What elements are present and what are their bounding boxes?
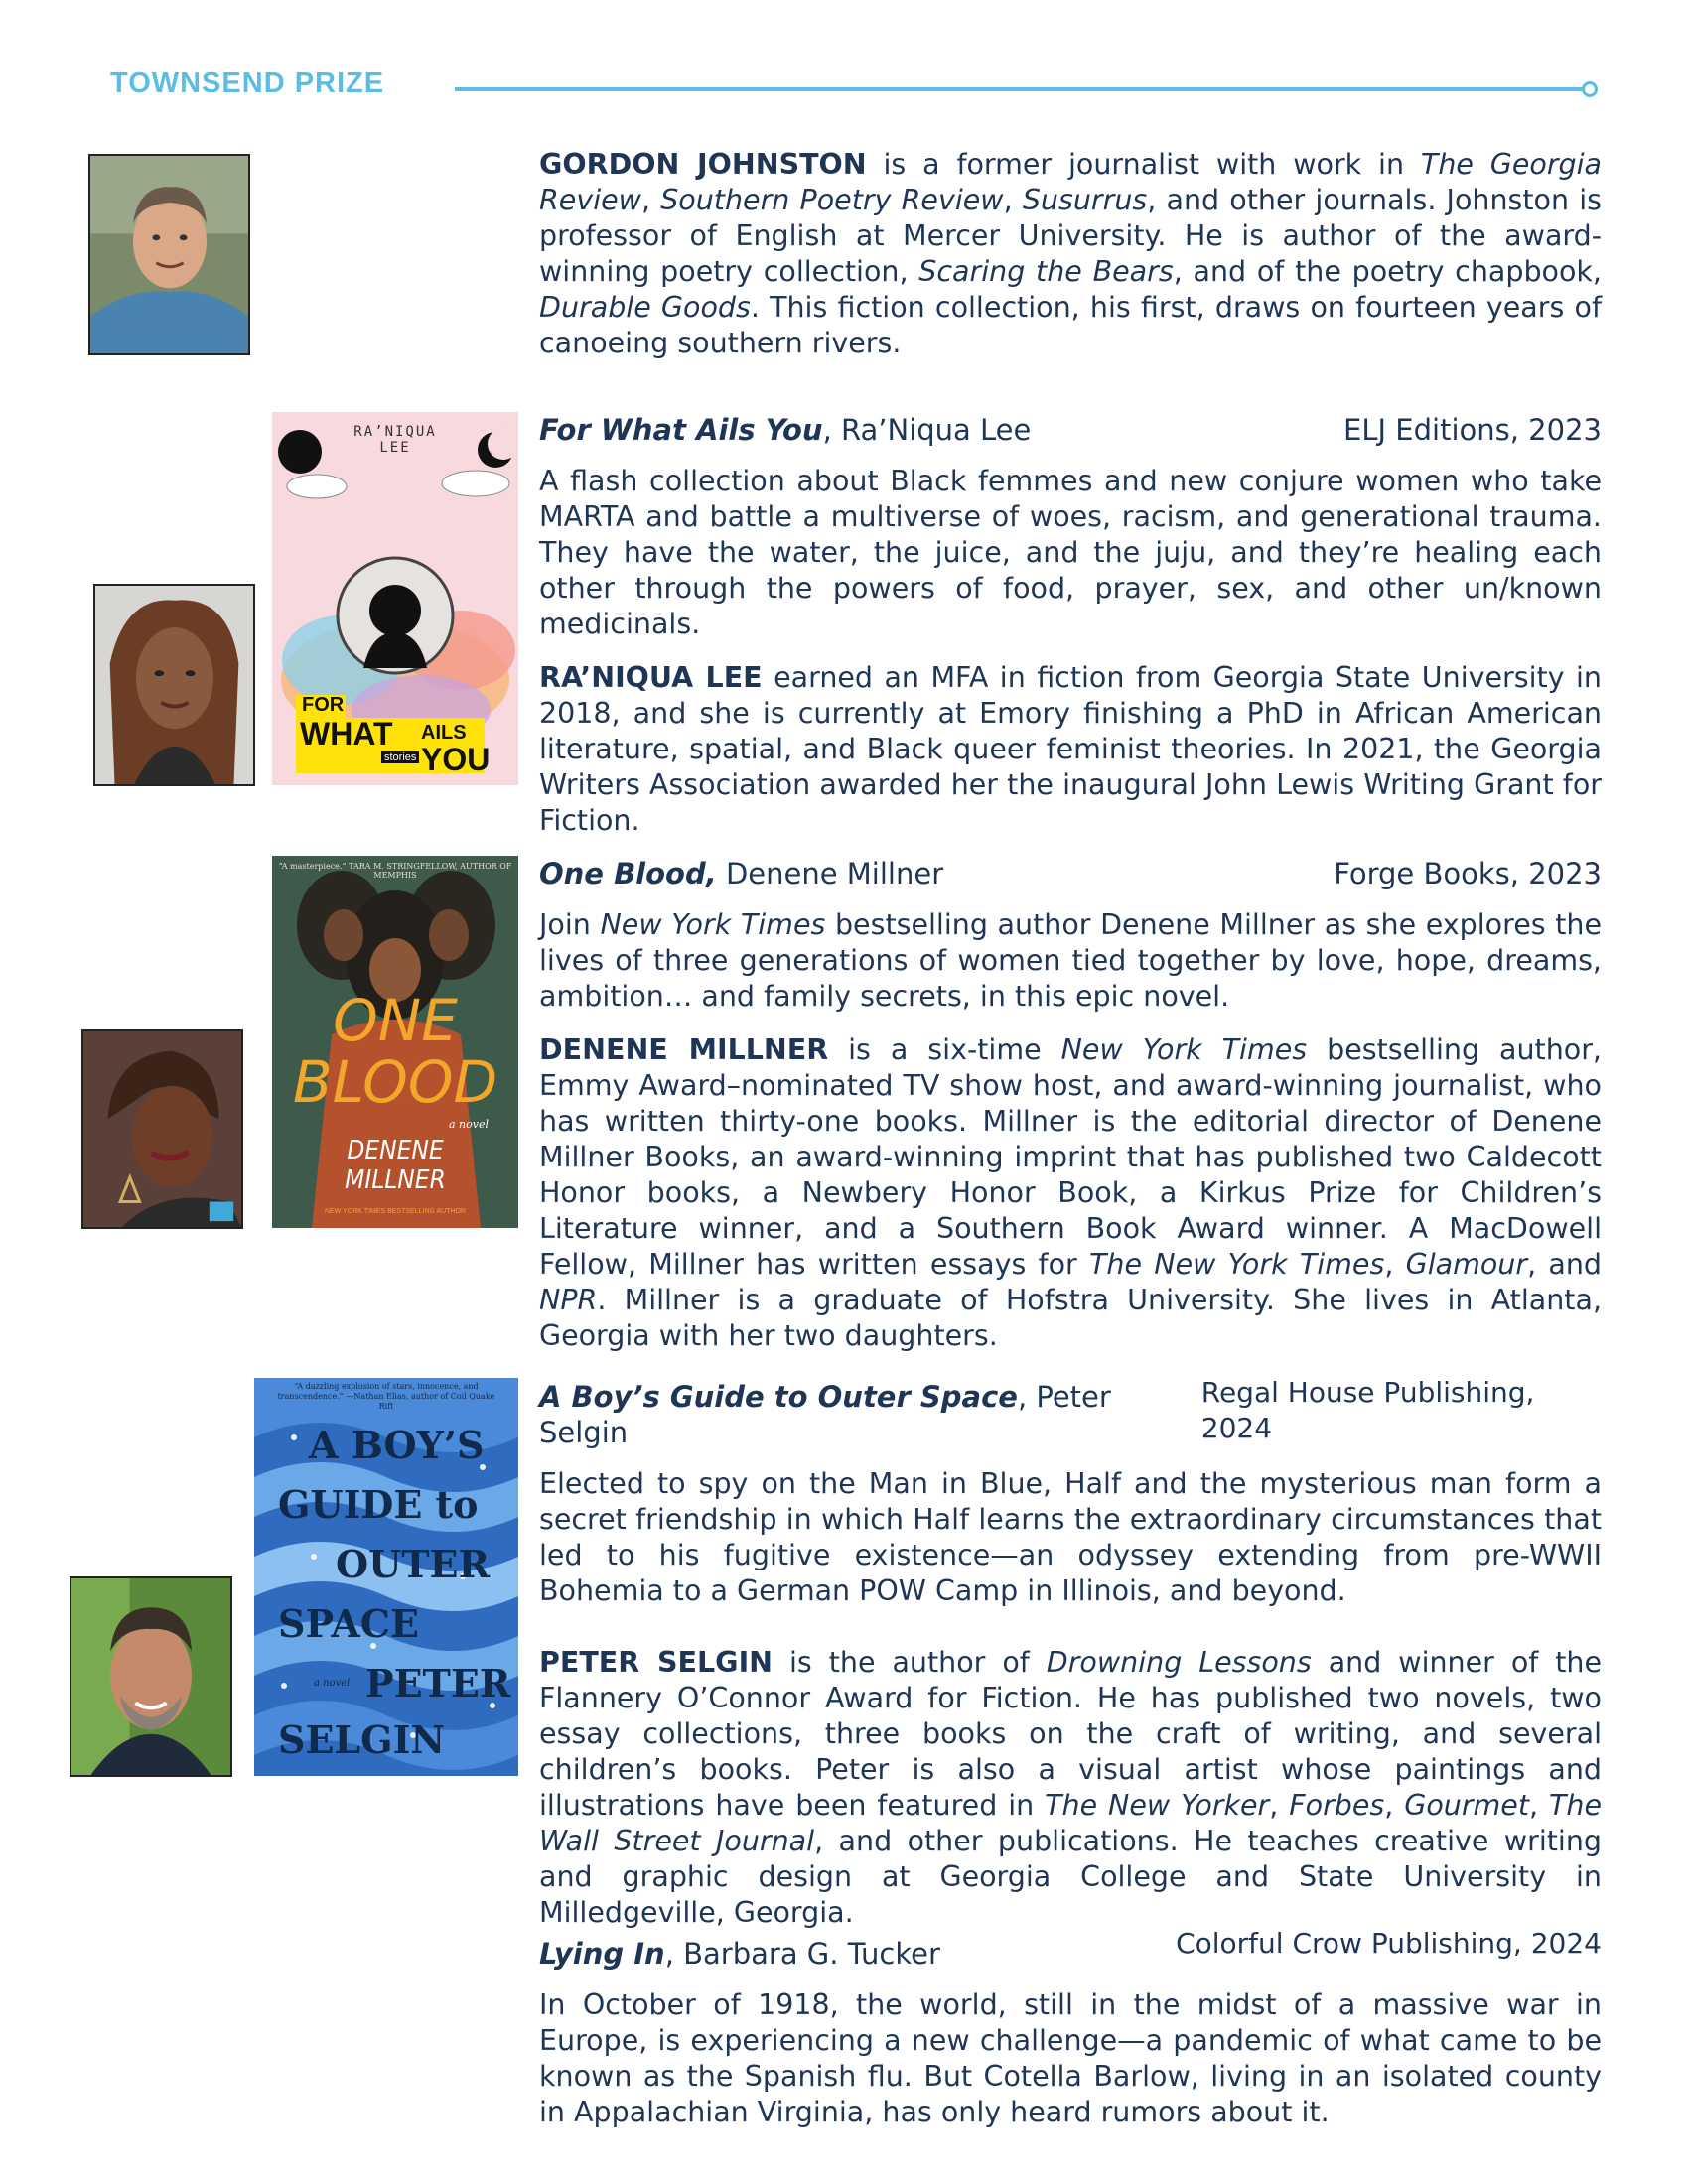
cover-blurb: “A masterpiece.” TARA M. STRINGFELLOW, AUTHOR OF MEMPHIS — [278, 862, 512, 880]
cover-author: DENENE MILLNER — [345, 1136, 446, 1195]
author-bio: DENENE MILLNER is a six-time New York Times bestselling author, Emmy Award–nominated TV show host, and award-winning journalist, who has written thirty-one books. Millner is the editorial director of Denene Millner Books, an award-winning imprint that has published two Caldecott Honor books, a Newbery Honor Book, a Kirkus Prize for Children’s Literature winner, and a Southern Book Award winner. A MacDowell Fellow, Millner has written essays for The New York Times, Glamour, and NPR. Millner is a graduate of Hofstra University. She lives in Atlanta, Georgia with her two daughters. — [539, 1033, 1602, 1352]
entry-for-what-ails-you — [539, 412, 1602, 839]
book-author: , Ra’Niqua Lee — [822, 413, 1032, 447]
book-cover-a-boys-guide-to-outer-space — [254, 1378, 518, 1776]
bio-gordon-johnston: GORDON JOHNSTON is a former journalist with work in The Georgia Review, Southern Poetry Review, Susurrus, and other journals. Johnston is professor of English at Mercer University. He is author of the award-winning poetry collection, Scaring the Bears, and of the poetry chapbook, Durable Goods. This fiction collection, his first, draws on fourteen years of canoeing southern rivers. — [539, 148, 1603, 359]
entry-one-blood — [539, 856, 1602, 1354]
cover-subtitle: a novel — [448, 1118, 489, 1131]
book-cover-one-blood — [272, 856, 518, 1228]
publisher: Colorful Crow Publishing, 2024 — [1176, 1927, 1602, 1960]
book-title-line — [539, 1375, 1602, 1450]
entry-a-boys-guide-to-outer-space — [539, 1375, 1602, 1931]
entry-gordon-johnston — [539, 147, 1602, 361]
book-description: Join New York Times bestselling author Denene Millner as she explores the lives of three generations of women tied together by love, hope, dreams, ambition… and family secrets, in this epic novel. — [539, 908, 1602, 1013]
book-cover-for-what-ails-you — [272, 412, 518, 785]
author-photo-denene-millner — [81, 1029, 243, 1229]
author-name: GORDON JOHNSTON — [539, 148, 867, 181]
entry-lying-in — [539, 1926, 1602, 2130]
book-title-line — [539, 412, 1602, 448]
author-photo-gordon-johnston — [88, 154, 250, 355]
book-description: Elected to spy on the Man in Blue, Half and the mysterious man form a secret friendship in which Half learns the extraordinary circumstances that led to his fugitive existence—an odyssey extending from pre-WWII Bohemia to a German POW Camp in Illinois, and beyond. — [539, 1467, 1602, 1607]
author-bio: PETER SELGIN is the author of Drowning Lessons and winner of the Flannery O’Connor Award for Fiction. He has published two novels, two essay collections, three books on the craft of writing, and several children’s books. Peter is also a visual artist whose paintings and illustrations have been featured in The New Yorker, Forbes, Gourmet, The Wall Street Journal, and other publications. He teaches creative writing and graphic design at Georgia College and State University in Milledgeville, Georgia. — [539, 1646, 1603, 1929]
author-photo-peter-selgin — [70, 1576, 232, 1777]
publisher: Regal House Publishing, 2024 — [1200, 1376, 1535, 1444]
section-header: TOWNSEND PRIZE — [110, 68, 385, 99]
cover-footer: NEW YORK TIMES BESTSELLING AUTHOR — [324, 1208, 467, 1215]
cover-title-line: GUIDE to — [278, 1482, 479, 1527]
book-description: In October of 1918, the world, still in the midst of a massive war in Europe, is experiencing a new challenge—a pandemic of what came to be known as the Spanish flu. But Cotella Barlow, living in an isolated county in Appalachian Virginia, has only heard rumors about it. — [539, 1988, 1602, 2128]
publisher: ELJ Editions, 2023 — [1343, 413, 1602, 447]
author-name: RA’NIQUA LEE — [539, 661, 763, 694]
book-title: Lying In — [539, 1937, 665, 1971]
cover-author: PETER — [365, 1661, 511, 1706]
book-author: Denene Millner — [716, 857, 944, 890]
book-title-line — [539, 856, 1602, 891]
cover-title-word: WHAT — [300, 716, 393, 751]
cover-title-word: AILS — [421, 722, 467, 744]
cover-title: FOR — [302, 694, 345, 716]
publisher: Forge Books, 2023 — [1334, 857, 1602, 890]
cover-title-line: OUTER — [336, 1542, 491, 1586]
book-title: For What Ails You — [539, 413, 823, 447]
cover-author: RA’NIQUA LEE — [353, 424, 437, 456]
cover-author: SELGIN — [278, 1717, 446, 1762]
book-title: A Boy’s Guide to Outer Space — [539, 1380, 1018, 1414]
author-name: DENENE MILLNER — [539, 1033, 829, 1066]
author-bio: RA’NIQUA LEE earned an MFA in fiction from Georgia State University in 2018, and she is currently at Emory finishing a PhD in African American literature, spatial, and Black queer feminist theories. In 2021, the Georgia Writers Association awarded her the inaugural John Lewis Writing Grant for Fiction. — [539, 661, 1602, 837]
cover-title-line: SPACE — [278, 1601, 419, 1646]
author-photo-raniqua-lee — [93, 584, 255, 786]
cover-subtitle: a novel — [314, 1678, 351, 1689]
author-name: PETER SELGIN — [539, 1646, 774, 1679]
cover-title-word: YOU — [421, 742, 491, 777]
cover-title: A BOY’S — [309, 1423, 485, 1467]
header-rule-end-dot — [1582, 81, 1598, 97]
cover-subtitle: stories — [381, 751, 419, 763]
book-author: , Barbara G. Tucker — [664, 1937, 940, 1971]
book-title-line — [539, 1926, 1602, 1972]
book-description: A flash collection about Black femmes and new conjure women who take MARTA and battle a multiverse of woes, racism, and generational trauma. They have the water, the juice, and the juju, and they’re healing each other through the powers of food, prayer, sex, and other un/known medicinals. — [539, 465, 1602, 640]
cover-title: ONE BLOOD — [292, 987, 498, 1116]
cover-blurb: “A dazzling explosion of stars, innocence, and transcendence.” —Nathan Elias, author of Coil Quake Rift — [277, 1382, 495, 1411]
book-author: , Peter Selgin — [539, 1380, 1111, 1449]
header-rule — [455, 87, 1585, 91]
book-title: One Blood, — [539, 857, 717, 890]
